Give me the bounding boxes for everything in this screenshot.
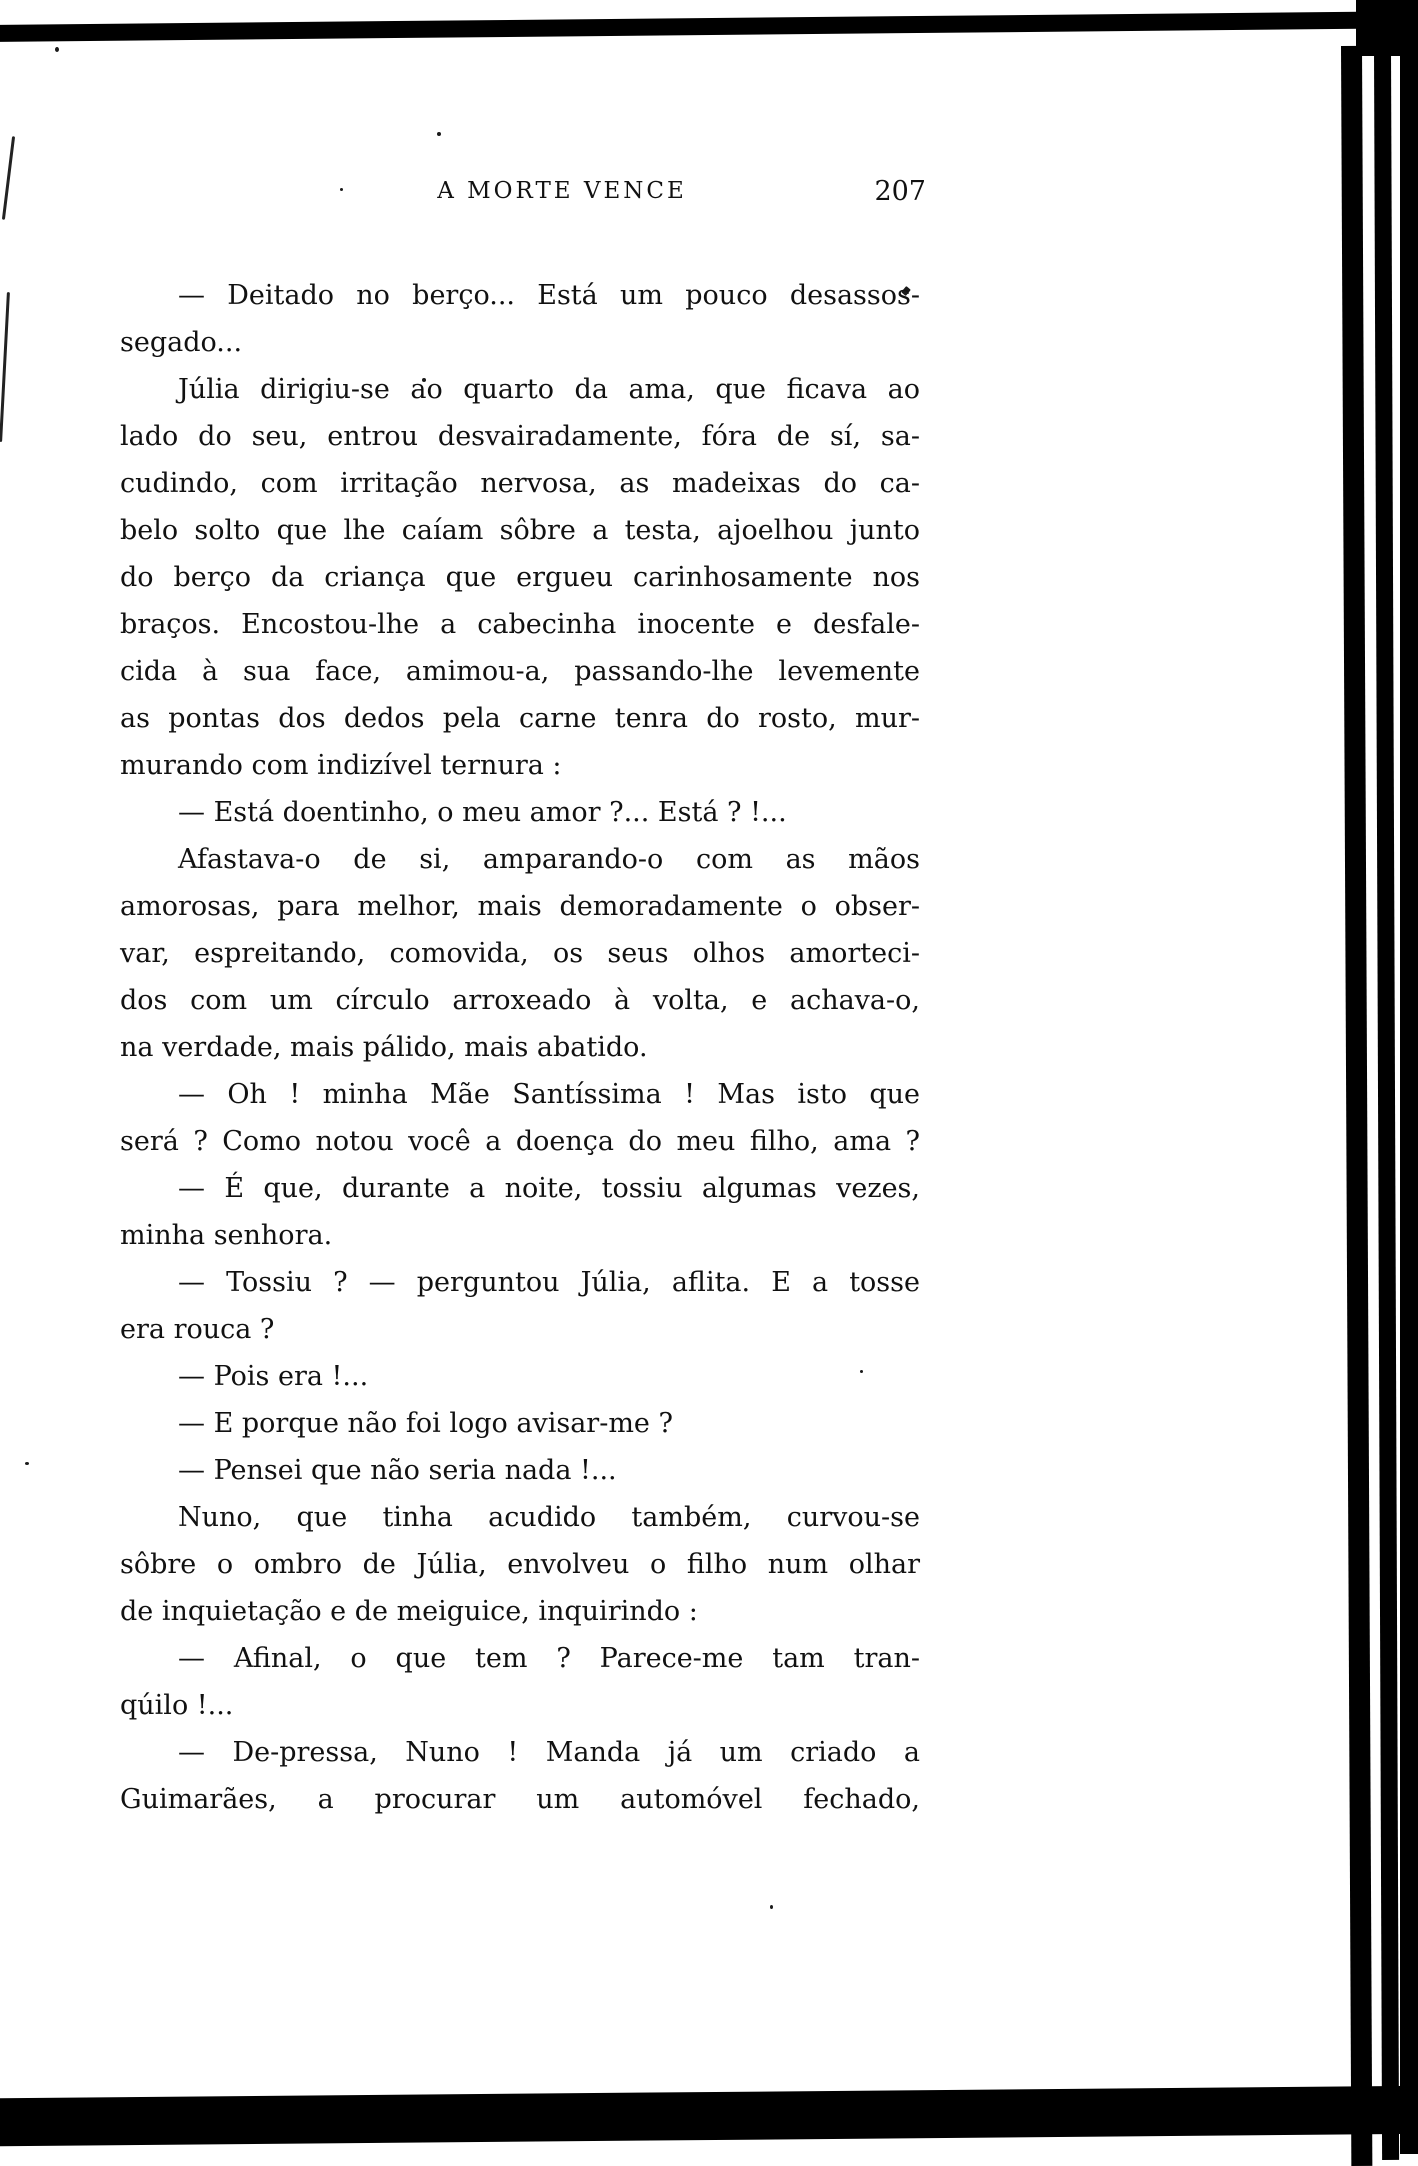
text-line: do berço da criança que ergueu carinhosamente nos xyxy=(120,562,920,593)
text-line: minha senhora. xyxy=(120,1220,333,1251)
text-line: sôbre o ombro de Júlia, envolveu o filho num olhar xyxy=(120,1549,920,1580)
text-line: cida à sua face, amimou-a, passando-lhe levemente xyxy=(120,656,920,687)
running-title: A MORTE VENCE xyxy=(437,178,687,204)
page-header xyxy=(120,176,926,212)
scan-speck-artifact xyxy=(770,1905,773,1909)
text-line: var, espreitando, comovida, os seus olhos amorteci- xyxy=(120,938,920,969)
text-line: — Tossiu ? — perguntou Júlia, aflita. E a tosse xyxy=(178,1267,920,1298)
text-line: — Pensei que não seria nada !... xyxy=(178,1455,617,1486)
scan-top-edge-bar xyxy=(0,11,1418,42)
text-line: será ? Como notou você a doença do meu filho, ama ? xyxy=(120,1126,920,1157)
text-line: — E porque não foi logo avisar-me ? xyxy=(178,1408,673,1439)
scan-speck-artifact xyxy=(437,132,441,136)
text-line: qúilo !... xyxy=(120,1690,234,1721)
scan-speck-artifact xyxy=(25,1462,29,1465)
text-line: Guimarães, a procurar um automóvel fechado, xyxy=(120,1784,920,1815)
text-line: — Está doentinho, o meu amor ?... Está ? !... xyxy=(178,797,787,828)
scan-margin-mark xyxy=(0,292,10,442)
binding-stripe xyxy=(1341,46,1372,2166)
text-line: — De-pressa, Nuno ! Manda já um criado a xyxy=(178,1737,920,1768)
text-line: segado... xyxy=(120,327,243,358)
text-line: amorosas, para melhor, mais demoradamente o obser- xyxy=(120,891,920,922)
text-line: murando com indizível ternura : xyxy=(120,750,562,781)
scan-bottom-edge-bar xyxy=(0,2086,1418,2147)
text-block xyxy=(120,272,920,1823)
page-number: 207 xyxy=(874,176,926,207)
text-line: cudindo, com irritação nervosa, as madeixas do ca- xyxy=(120,468,920,499)
scan-speck-artifact xyxy=(55,47,59,52)
text-line: era rouca ? xyxy=(120,1314,275,1345)
text-line: Afastava-o de si, amparando-o com as mãos xyxy=(178,844,920,875)
text-line: belo solto que lhe caíam sôbre a testa, ajoelhou junto xyxy=(120,515,920,546)
text-line: — Oh ! minha Mãe Santíssima ! Mas isto que xyxy=(178,1079,920,1110)
binding-stripe xyxy=(1374,50,1399,2160)
text-line: as pontas dos dedos pela carne tenra do rosto, mur- xyxy=(120,703,920,734)
text-line: — Deitado no berço... Está um pouco desassos- xyxy=(178,280,920,311)
binding-stripe xyxy=(1400,0,1418,2154)
text-line: braços. Encostou-lhe a cabecinha inocente e desfale- xyxy=(120,609,920,640)
text-line: Júlia dirigiu-se ao quarto da ama, que ficava ao xyxy=(178,374,920,405)
text-line: — Afinal, o que tem ? Parece-me tam tran- xyxy=(178,1643,920,1674)
scan-margin-mark xyxy=(2,136,15,220)
text-line: Nuno, que tinha acudido também, curvou-se xyxy=(178,1502,920,1533)
text-line: dos com um círculo arroxeado à volta, e achava-o, xyxy=(120,985,920,1016)
text-line: na verdade, mais pálido, mais abatido. xyxy=(120,1032,648,1063)
text-line: — Pois era !... xyxy=(178,1361,369,1392)
text-line: de inquietação e de meiguice, inquirindo : xyxy=(120,1596,698,1627)
text-line: lado do seu, entrou desvairadamente, fóra de sí, sa- xyxy=(120,421,920,452)
text-line: — É que, durante a noite, tossiu algumas vezes, xyxy=(178,1173,920,1204)
